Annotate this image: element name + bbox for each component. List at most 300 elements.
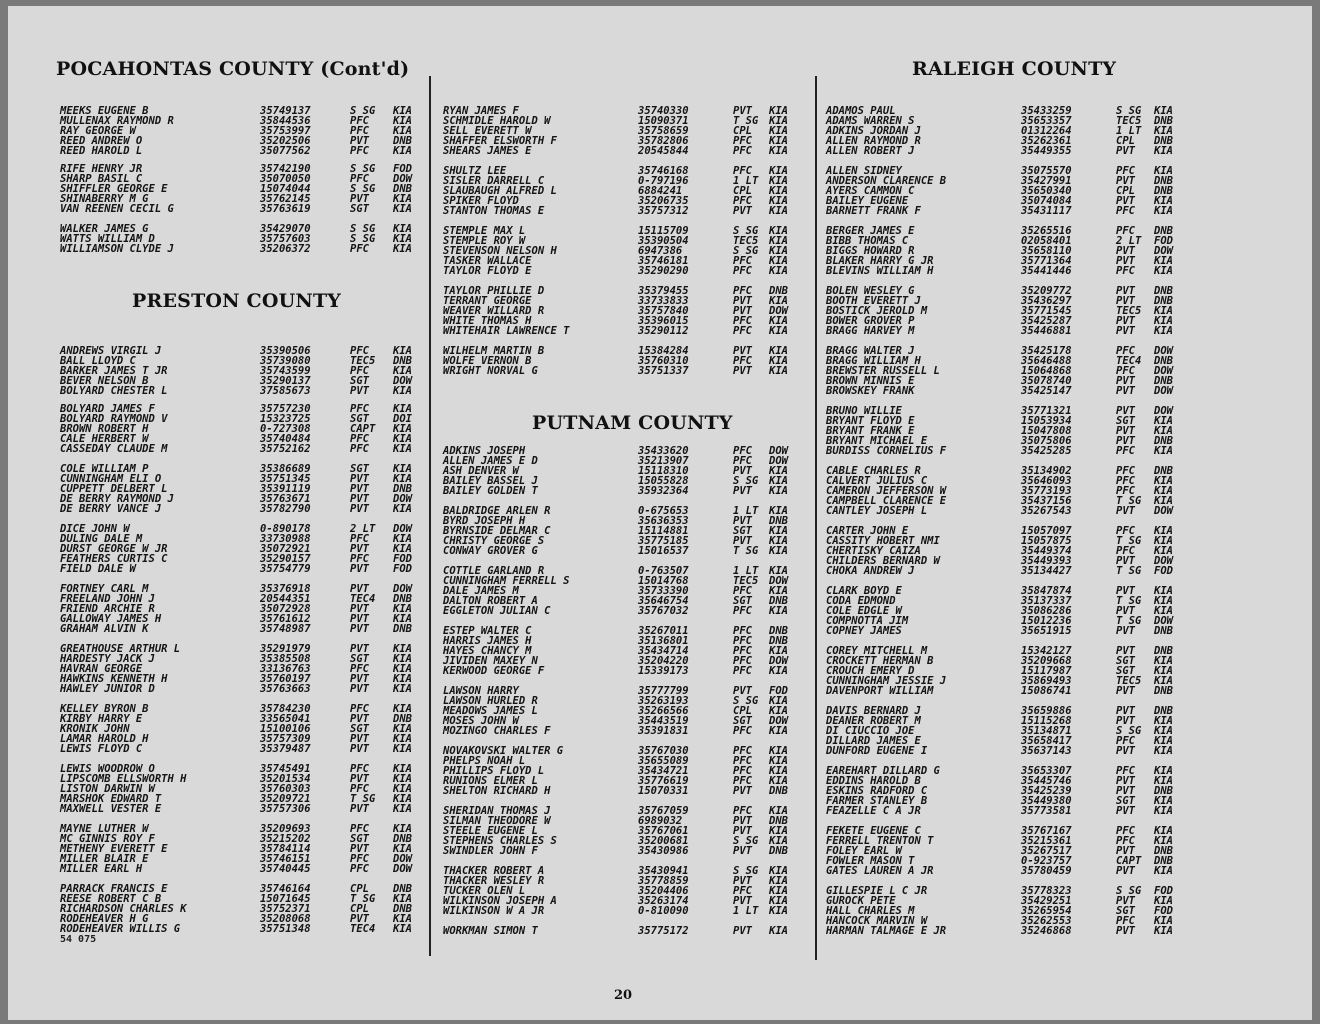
entry-grade: PFC (350, 763, 369, 775)
entry-serial: 35215361 (1021, 835, 1072, 847)
entry-status: KIA (393, 125, 412, 137)
entry-serial: 35446881 (1021, 325, 1072, 337)
entry-serial: 35757603 (260, 233, 311, 245)
entry-grade: PFC (733, 625, 752, 637)
entry-grade: SGT (350, 413, 369, 425)
entry-name: BERGER JAMES E (826, 225, 915, 237)
entry-name: DILLARD JAMES E (826, 735, 921, 747)
entry-serial: 35430986 (638, 845, 689, 857)
entry-status: FOD (1154, 565, 1173, 577)
entry-status: DNB (1154, 355, 1173, 367)
entry-grade: PVT (733, 105, 752, 117)
entry-name: BOSTICK JEROLD M (826, 305, 928, 317)
entry-serial: 35209668 (1021, 655, 1072, 667)
entry-grade: PFC (1116, 735, 1135, 747)
entry-grade: PFC (1116, 265, 1135, 277)
entry-name: LEWIS WOODROW O (60, 763, 155, 775)
entry-name: ALLEN RAYMOND R (826, 135, 921, 147)
entry-name: HANCOCK MARVIN W (826, 915, 928, 927)
entry-serial: 35753997 (260, 125, 311, 137)
entry-name: SCHMIDLE HAROLD W (443, 115, 551, 127)
entry-name: DULING DALE M (60, 533, 143, 545)
entry-status: DNB (769, 625, 788, 637)
entry-serial: 35784230 (260, 703, 311, 715)
entry-status: KIA (393, 893, 412, 905)
entry-name: MC GINNIS ROY F (60, 833, 155, 845)
entry-name: EGGLETON JULIAN C (443, 605, 551, 617)
entry-status: KIA (1154, 735, 1173, 747)
entry-name: ADAMOS PAUL (826, 105, 896, 117)
entry-grade: PVT (350, 563, 369, 575)
entry-status: KIA (1154, 535, 1173, 547)
entry-serial: 35206372 (260, 243, 311, 255)
entry-serial: 33565041 (260, 713, 311, 725)
entry-serial: 15071645 (260, 893, 311, 905)
heading-raleigh: RALEIGH COUNTY (912, 58, 1117, 80)
entry-serial: 15086741 (1021, 685, 1072, 697)
entry-serial: 35379487 (260, 743, 311, 755)
entry-serial: 37585673 (260, 385, 311, 397)
entry-grade: SGT (1116, 655, 1135, 667)
entry-status: KIA (393, 233, 412, 245)
entry-grade: PFC (350, 173, 369, 185)
entry-serial: 35200681 (638, 835, 689, 847)
entry-status: DOW (393, 493, 412, 505)
entry-serial: 15114881 (638, 525, 689, 537)
entry-grade: PFC (350, 703, 369, 715)
entry-status: DNB (1154, 465, 1173, 477)
entry-serial: 35767059 (638, 805, 689, 817)
entry-serial: 35425147 (1021, 385, 1072, 397)
entry-status: KIA (393, 703, 412, 715)
entry-status: KIA (1154, 315, 1173, 327)
entry-status: KIA (393, 723, 412, 735)
entry-status: DNB (769, 635, 788, 647)
entry-serial: 15014768 (638, 575, 689, 587)
entry-grade: TEC5 (733, 235, 759, 247)
entry-status: KIA (393, 433, 412, 445)
entry-grade: PVT (1116, 315, 1135, 327)
entry-grade: S SG (350, 233, 376, 245)
entry-grade: PFC (1116, 485, 1135, 497)
entry-name: ALLEN JAMES E D (443, 455, 538, 467)
entry-serial: 35433259 (1021, 105, 1072, 117)
entry-status: DNB (393, 623, 412, 635)
entry-serial: 35136801 (638, 635, 689, 647)
entry-grade: PVT (350, 613, 369, 625)
entry-serial: 15016537 (638, 545, 689, 557)
entry-grade: 1 LT (733, 505, 759, 517)
entry-name: HARRIS JAMES H (443, 635, 532, 647)
entry-serial: 35763671 (260, 493, 311, 505)
entry-name: AYERS CAMMON C (826, 185, 915, 197)
entry-grade: PVT (1116, 605, 1135, 617)
print-code: 54 075 (60, 934, 97, 945)
entry-grade: PVT (1116, 585, 1135, 597)
entry-name: REED HAROLD L (60, 145, 143, 157)
entry-status: KIA (769, 355, 788, 367)
entry-status: KIA (393, 673, 412, 685)
entry-grade: S SG (350, 183, 376, 195)
entry-status: KIA (1154, 925, 1173, 937)
entry-grade: PVT (733, 205, 752, 217)
entry-status: KIA (1154, 675, 1173, 687)
entry-serial: 35390506 (260, 345, 311, 357)
entry-status: DNB (1154, 625, 1173, 637)
entry-serial: 0-890178 (260, 523, 311, 535)
entry-serial: 35740484 (260, 433, 311, 445)
entry-serial: 35265954 (1021, 905, 1072, 917)
entry-serial: 15115709 (638, 225, 689, 237)
entry-serial: 35202506 (260, 135, 311, 147)
entry-serial: 35773581 (1021, 805, 1072, 817)
entry-serial: 35749137 (260, 105, 311, 117)
entry-grade: TEC5 (1116, 115, 1142, 127)
entry-name: MAXWELL VESTER E (60, 803, 162, 815)
entry-grade: PVT (1116, 505, 1135, 517)
entry-serial: 35653357 (1021, 115, 1072, 127)
entry-grade: PVT (350, 643, 369, 655)
entry-serial: 35733390 (638, 585, 689, 597)
entry-name: RICHARDSON CHARLES K (60, 903, 187, 915)
column-divider-right (815, 76, 817, 960)
entry-serial: 15057097 (1021, 525, 1072, 537)
entry-serial: 35775185 (638, 535, 689, 547)
entry-status: KIA (769, 925, 788, 937)
entry-status: DNB (1154, 645, 1173, 657)
entry-grade: PVT (350, 193, 369, 205)
entry-grade: PVT (350, 503, 369, 515)
entry-name: COMPNOTTA JIM (826, 615, 909, 627)
entry-name: CUNNINGHAM FERRELL S (443, 575, 570, 587)
entry-grade: PVT (1116, 645, 1135, 657)
entry-grade: PFC (733, 645, 752, 657)
entry-status: DNB (1154, 435, 1173, 447)
entry-status: KIA (393, 783, 412, 795)
entry-grade: S SG (1116, 885, 1142, 897)
entry-status: KIA (769, 295, 788, 307)
entry-serial: 35748987 (260, 623, 311, 635)
entry-grade: PVT (1116, 925, 1135, 937)
entry-serial: 35208068 (260, 913, 311, 925)
entry-grade: PFC (350, 533, 369, 545)
entry-grade: PFC (733, 325, 752, 337)
entry-name: CALVERT JULIUS C (826, 475, 928, 487)
entry-grade: PFC (733, 655, 752, 667)
entry-name: RUNIONS ELMER L (443, 775, 538, 787)
entry-grade: PVT (1116, 375, 1135, 387)
entry-name: WEAVER WILLARD R (443, 305, 545, 317)
entry-status: KIA (393, 843, 412, 855)
entry-grade: PVT (733, 785, 752, 797)
entry-status: KIA (1154, 165, 1173, 177)
entry-name: SHULTZ LEE (443, 165, 507, 177)
entry-name: DURST GEORGE W JR (60, 543, 168, 555)
entry-name: JIVIDEN MAXEY N (443, 655, 538, 667)
entry-grade: PFC (350, 145, 369, 157)
entry-status: KIA (769, 195, 788, 207)
entry-grade: SGT (733, 715, 752, 727)
entry-name: WORKMAN SIMON T (443, 925, 538, 937)
entry-grade: PFC (1116, 225, 1135, 237)
entry-name: CHERTISKY CAIZA (826, 545, 921, 557)
entry-status: KIA (393, 365, 412, 377)
entry-name: HARDESTY JACK J (60, 653, 155, 665)
entry-name: BURDISS CORNELIUS F (826, 445, 947, 457)
entry-grade: PVT (1116, 285, 1135, 297)
entry-grade: PVT (733, 895, 752, 907)
entry-grade: PFC (350, 783, 369, 795)
entry-grade: PFC (1116, 345, 1135, 357)
entry-status: KIA (769, 535, 788, 547)
entry-name: CROUCH EMERY D (826, 665, 915, 677)
entry-status: DNB (1154, 285, 1173, 297)
entry-serial: 35778859 (638, 875, 689, 887)
entry-grade: PFC (350, 863, 369, 875)
entry-status: KIA (769, 185, 788, 197)
entry-status: KIA (769, 145, 788, 157)
entry-grade: PFC (733, 315, 752, 327)
entry-status: DOW (1154, 405, 1173, 417)
entry-grade: TEC5 (350, 355, 376, 367)
entry-serial: 01312264 (1021, 125, 1072, 137)
entry-name: BROWN ROBERT H (60, 423, 149, 435)
entry-grade: T SG (350, 893, 376, 905)
entry-grade: PVT (1116, 145, 1135, 157)
entry-status: KIA (769, 485, 788, 497)
entry-grade: PVT (733, 345, 752, 357)
entry-status: KIA (1154, 445, 1173, 457)
entry-name: SISLER DARRELL C (443, 175, 545, 187)
entry-serial: 35266566 (638, 705, 689, 717)
entry-status: DOW (769, 715, 788, 727)
entry-grade: PFC (350, 125, 369, 137)
entry-status: KIA (769, 115, 788, 127)
entry-name: COPNEY JAMES (826, 625, 902, 637)
entry-serial: 35778323 (1021, 885, 1072, 897)
entry-status: KIA (769, 865, 788, 877)
entry-status: KIA (769, 605, 788, 617)
entry-name: RODEHEAVER H G (60, 913, 149, 925)
entry-name: STEPHENS CHARLES S (443, 835, 557, 847)
entry-name: SELL EVERETT W (443, 125, 532, 137)
entry-serial: 35762145 (260, 193, 311, 205)
entry-grade: CPL (1116, 135, 1135, 147)
entry-status: DOW (1154, 245, 1173, 257)
entry-serial: 35646754 (638, 595, 689, 607)
entry-name: MOSES JOHN W (443, 715, 519, 727)
entry-status: KIA (769, 315, 788, 327)
entry-status: KIA (393, 923, 412, 935)
entry-status: KIA (1154, 145, 1173, 157)
entry-serial: 35746168 (638, 165, 689, 177)
entry-name: GRAHAM ALVIN K (60, 623, 149, 635)
entry-serial: 6989032 (638, 815, 683, 827)
entry-grade: PFC (350, 433, 369, 445)
entry-name: SHARP BASIL C (60, 173, 143, 185)
entry-status: DNB (393, 183, 412, 195)
entry-serial: 35740330 (638, 105, 689, 117)
entry-name: WALKER JAMES G (60, 223, 149, 235)
heading-pocahontas: POCAHONTAS COUNTY (Cont'd) (56, 58, 410, 80)
entry-name: DEANER ROBERT M (826, 715, 921, 727)
entry-status: KIA (1154, 545, 1173, 557)
entry-name: THACKER WESLEY R (443, 875, 545, 887)
entry-serial: 35429070 (260, 223, 311, 235)
entry-serial: 35767167 (1021, 825, 1072, 837)
entry-name: CODA EDMOND (826, 595, 896, 607)
entry-name: BRAGG HARVEY M (826, 325, 915, 337)
entry-name: ADAMS WARREN S (826, 115, 915, 127)
entry-serial: 33733833 (638, 295, 689, 307)
entry-grade: PFC (733, 165, 752, 177)
entry-status: DNB (769, 785, 788, 797)
entry-name: HARMAN TALMAGE E JR (826, 925, 947, 937)
entry-name: ADKINS JORDAN J (826, 125, 921, 137)
entry-name: BYRD JOSEPH H (443, 515, 526, 527)
entry-serial: 35932364 (638, 485, 689, 497)
entry-serial: 35771545 (1021, 305, 1072, 317)
entry-status: KIA (393, 653, 412, 665)
entry-serial: 35740445 (260, 863, 311, 875)
entry-serial: 20544351 (260, 593, 311, 605)
entry-grade: PFC (733, 725, 752, 737)
entry-status: KIA (769, 905, 788, 917)
entry-grade: 1 LT (733, 905, 759, 917)
entry-status: KIA (769, 585, 788, 597)
entry-name: BAILEY BASSEL J (443, 475, 538, 487)
entry-status: DNB (393, 483, 412, 495)
entry-status: KIA (1154, 205, 1173, 217)
entry-serial: 35290112 (638, 325, 689, 337)
entry-status: FOD (393, 163, 412, 175)
entry-grade: PVT (350, 803, 369, 815)
entry-name: FIELD DALE W (60, 563, 136, 575)
entry-serial: 35262361 (1021, 135, 1072, 147)
entry-status: KIA (393, 613, 412, 625)
entry-status: DNB (769, 845, 788, 857)
entry-status: KIA (769, 345, 788, 357)
entry-name: STANTON THOMAS E (443, 205, 545, 217)
entry-grade: PFC (1116, 835, 1135, 847)
entry-serial: 35757306 (260, 803, 311, 815)
entry-name: COLE WILLIAM P (60, 463, 149, 475)
entry-name: WOLFE VERNON B (443, 355, 532, 367)
entry-name: GILLESPIE L C JR (826, 885, 928, 897)
entry-name: CHRISTY GEORGE S (443, 535, 545, 547)
entry-serial: 15055828 (638, 475, 689, 487)
entry-name: REED ANDREW O (60, 135, 143, 147)
entry-name: GREATHOUSE ARTHUR L (60, 643, 181, 655)
entry-serial: 35391831 (638, 725, 689, 737)
entry-serial: 15323725 (260, 413, 311, 425)
entry-name: BROWSKEY FRANK (826, 385, 915, 397)
entry-name: BARNETT FRANK F (826, 205, 921, 217)
entry-name: FRIEND ARCHIE R (60, 603, 155, 615)
entry-serial: 35134902 (1021, 465, 1072, 477)
entry-grade: PVT (1116, 895, 1135, 907)
entry-name: FEAZELLE C A JR (826, 805, 921, 817)
entry-serial: 15047808 (1021, 425, 1072, 437)
entry-serial: 0-810090 (638, 905, 689, 917)
entry-serial: 35653307 (1021, 765, 1072, 777)
entry-grade: PVT (733, 535, 752, 547)
entry-name: SHEARS JAMES E (443, 145, 532, 157)
entry-grade: T SG (1116, 565, 1142, 577)
entry-serial: 35265516 (1021, 225, 1072, 237)
entry-status: KIA (769, 755, 788, 767)
entry-name: STEMPLE ROY W (443, 235, 526, 247)
entry-name: CABLE CHARLES R (826, 465, 921, 477)
entry-serial: 35780459 (1021, 865, 1072, 877)
entry-status: KIA (393, 743, 412, 755)
entry-grade: T SG (733, 115, 759, 127)
entry-name: MOZINGO CHARLES F (443, 725, 551, 737)
entry-status: DOW (1154, 345, 1173, 357)
entry-serial: 0-923757 (1021, 855, 1072, 867)
entry-serial: 35425239 (1021, 785, 1072, 797)
heading-putnam: PUTNAM COUNTY (532, 412, 733, 434)
entry-serial: 35290157 (260, 553, 311, 565)
entry-serial: 35391119 (260, 483, 311, 495)
entry-grade: PVT (733, 515, 752, 527)
entry-status: DOW (393, 583, 412, 595)
entry-name: THACKER ROBERT A (443, 865, 545, 877)
entry-grade: PFC (733, 255, 752, 267)
entry-status: KIA (1154, 775, 1173, 787)
entry-name: BRUNO WILLIE (826, 405, 902, 417)
entry-serial: 35784114 (260, 843, 311, 855)
entry-grade: PVT (733, 465, 752, 477)
entry-name: HAWLEY JUNIOR D (60, 683, 155, 695)
entry-grade: PVT (733, 485, 752, 497)
entry-name: CAMERON JEFFERSON W (826, 485, 947, 497)
entry-serial: 35267517 (1021, 845, 1072, 857)
entry-name: DALE JAMES M (443, 585, 519, 597)
entry-serial: 35204406 (638, 885, 689, 897)
entry-status: KIA (1154, 725, 1173, 737)
entry-grade: PFC (1116, 915, 1135, 927)
entry-grade: T SG (1116, 495, 1142, 507)
entry-name: CROCKETT HERMAN B (826, 655, 934, 667)
entry-name: BOOTH EVERETT J (826, 295, 921, 307)
entry-name: BOLEN WESLEY G (826, 285, 915, 297)
entry-status: KIA (769, 325, 788, 337)
entry-status: KIA (1154, 525, 1173, 537)
entry-status: KIA (769, 745, 788, 757)
entry-status: KIA (393, 913, 412, 925)
entry-grade: T SG (1116, 595, 1142, 607)
entry-serial: 35204220 (638, 655, 689, 667)
entry-status: DOW (393, 853, 412, 865)
entry-grade: TEC5 (1116, 305, 1142, 317)
entry-serial: 33730988 (260, 533, 311, 545)
entry-name: DICE JOHN W (60, 523, 130, 535)
entry-grade: PVT (1116, 435, 1135, 447)
entry-status: KIA (393, 105, 412, 117)
entry-name: CUNNINGHAM ELI O (60, 473, 162, 485)
entry-grade: SGT (350, 723, 369, 735)
entry-grade: 2 LT (1116, 235, 1142, 247)
entry-status: KIA (393, 203, 412, 215)
entry-status: KIA (393, 115, 412, 127)
entry-serial: 35777799 (638, 685, 689, 697)
entry-serial: 35430941 (638, 865, 689, 877)
entry-status: DOW (1154, 505, 1173, 517)
entry-serial: 35760310 (638, 355, 689, 367)
entry-serial: 20545844 (638, 145, 689, 157)
entry-serial: 35767061 (638, 825, 689, 837)
